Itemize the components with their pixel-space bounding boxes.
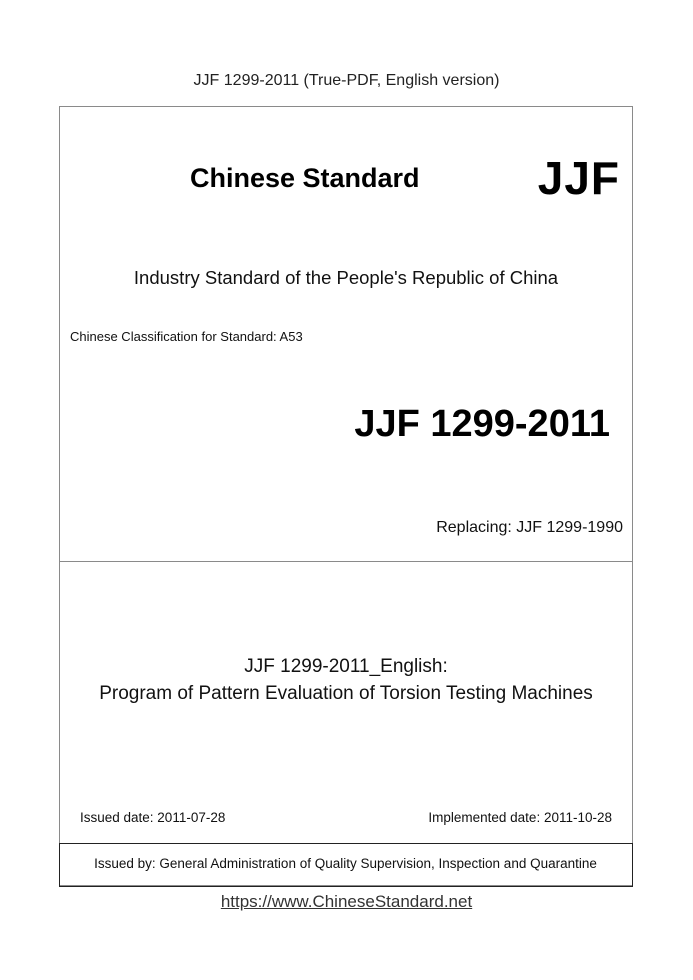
section-divider [60,561,632,562]
document-title [60,653,632,707]
cover-title: Chinese Standard [190,163,420,193]
brand-mark: JJF [537,152,620,204]
replacing-line: Replacing: JJF 1299-1990 [436,519,623,536]
issued-date: Issued date: 2011-07-28 [80,810,226,825]
page-header: JJF 1299-2011 (True-PDF, English version) [193,72,500,89]
website-link[interactable]: https://www.ChineseStandard.net [220,892,473,911]
issued-by-box: Issued by: General Administration of Quality Supervision, Inspection and Quarantine [59,843,633,887]
implemented-date: Implemented date: 2011-10-28 [428,810,612,825]
document-title-line-2: Program of Pattern Evaluation of Torsion Testing Machines [99,683,593,704]
industry-standard-line: Industry Standard of the People's Republic of China [133,267,559,288]
document-title-line-1: JJF 1299-2011_English: [244,656,448,677]
standard-number: JJF 1299-2011 [354,403,610,445]
title-row [60,151,632,204]
classification-line: Chinese Classification for Standard: A53 [70,329,303,344]
cover-frame [59,106,633,886]
